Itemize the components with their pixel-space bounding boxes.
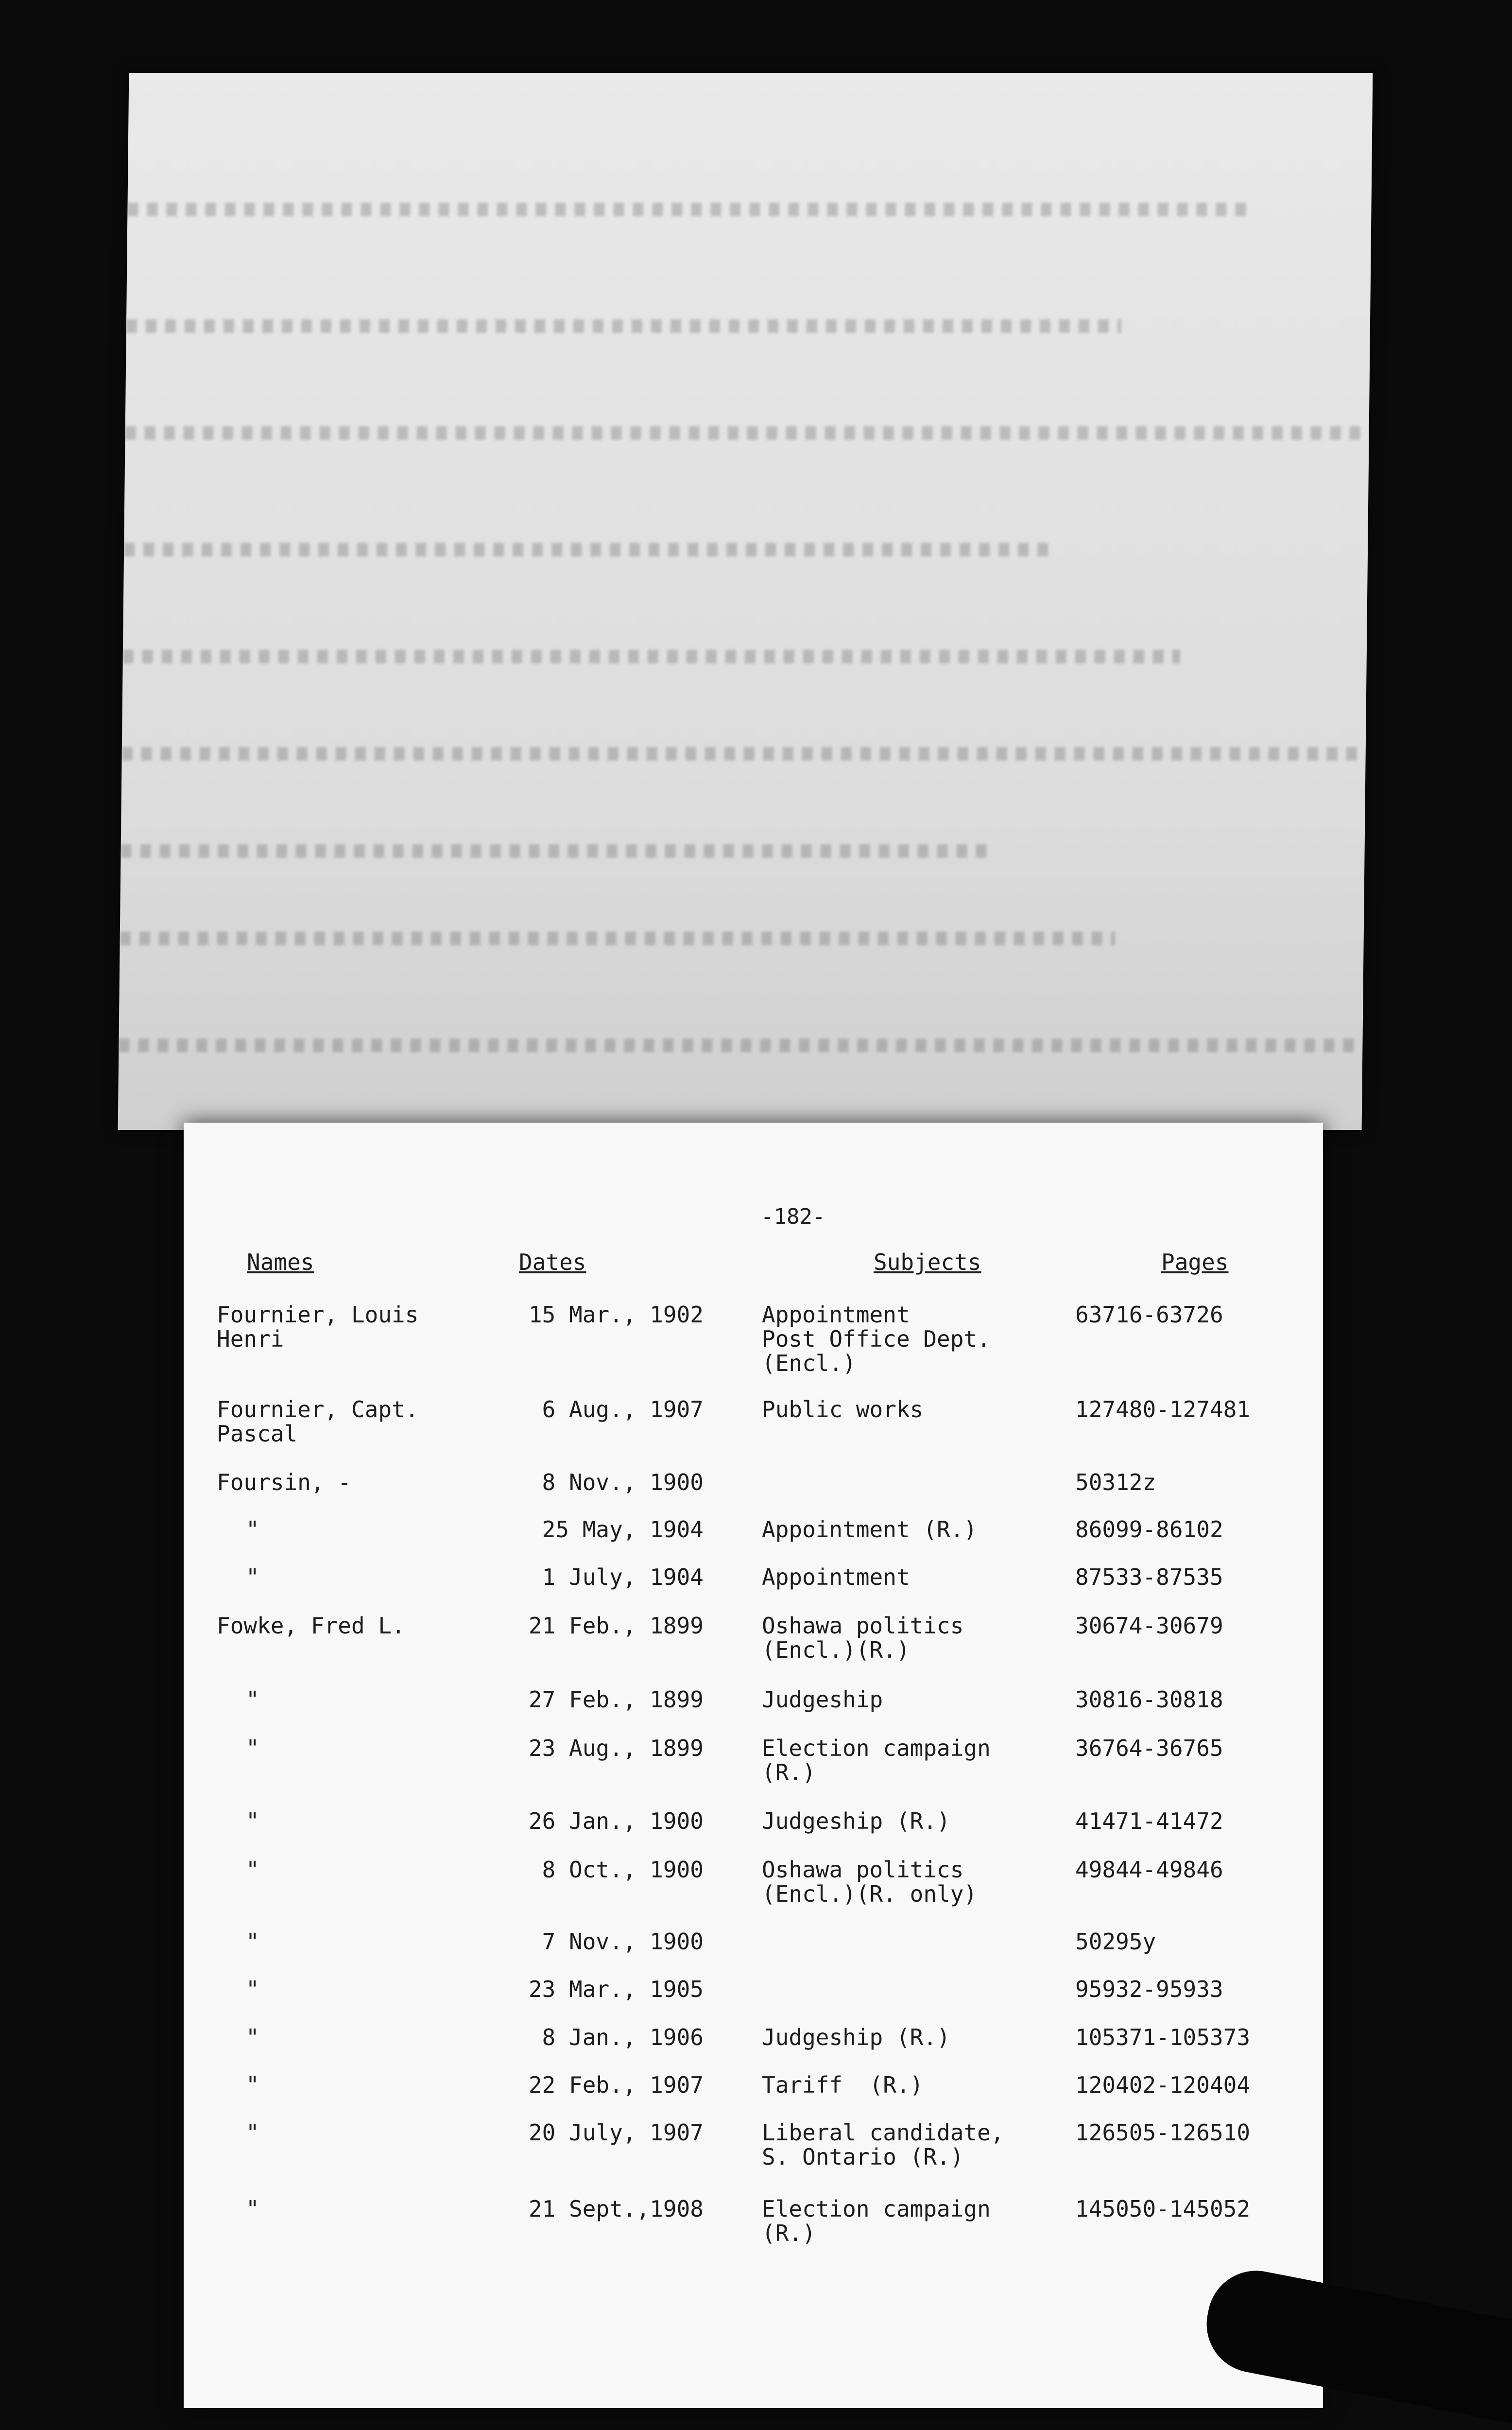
page-number: -182- (761, 1204, 825, 1229)
cell-subject: Appointment (R.) (762, 1516, 978, 1543)
cell-date: 22 Feb., 1907 (528, 2072, 704, 2098)
index-page (184, 1123, 1323, 2408)
cell-subject: Election campaign (R.) (762, 2196, 991, 2246)
table-row (184, 1929, 1323, 1978)
cell-name: " (246, 2072, 259, 2098)
column-header-names: Names (247, 1249, 314, 1275)
cell-pages: 127480-127481 (1075, 1396, 1251, 1423)
cell-subject: Judgeship (R.) (762, 1808, 950, 1834)
cell-name: " (246, 2196, 259, 2222)
table-row (184, 1470, 1323, 1519)
cell-pages: 30816-30818 (1075, 1686, 1223, 1713)
column-header-subjects: Subjects (874, 1249, 981, 1275)
cell-date: 23 Mar., 1905 (528, 1976, 704, 2002)
cell-name: " (246, 1516, 259, 1543)
cell-pages: 49844-49846 (1075, 1857, 1223, 1883)
cell-name: " (246, 1735, 259, 1761)
cell-pages: 86099-86102 (1075, 1516, 1223, 1543)
cell-name: " (246, 1564, 259, 1590)
cell-name: " (246, 1928, 259, 1955)
table-row (184, 1857, 1323, 1906)
cell-name: Fowke, Fred L. (217, 1613, 405, 1639)
table-row (184, 1687, 1323, 1736)
table-row (184, 1302, 1323, 1376)
cell-date: 21 Feb., 1899 (528, 1613, 704, 1639)
table-row (184, 2025, 1323, 2074)
cell-pages: 63716-63726 (1075, 1302, 1223, 1328)
cell-date: 25 May, 1904 (542, 1516, 704, 1543)
cell-date: 7 Nov., 1900 (542, 1928, 704, 1955)
table-row (184, 2073, 1323, 2121)
cell-subject: Appointment Post Office Dept. (Encl.) (762, 1302, 991, 1376)
facing-page-bleedthrough (118, 73, 1373, 1130)
cell-subject: Election campaign (R.) (762, 1735, 991, 1786)
cell-pages: 105371-105373 (1075, 2024, 1251, 2050)
cell-name: " (246, 2119, 259, 2146)
cell-subject: Oshawa politics (Encl.)(R. only) (762, 1857, 978, 1907)
cell-pages: 50312z (1075, 1469, 1156, 1495)
cell-pages: 30674-30679 (1075, 1613, 1223, 1639)
reversed-text-ghost (118, 73, 1373, 1130)
column-header-dates: Dates (519, 1249, 586, 1275)
cell-name: " (246, 1857, 259, 1883)
cell-pages: 87533-87535 (1075, 1564, 1223, 1590)
cell-date: 8 Oct., 1900 (542, 1857, 704, 1883)
cell-name: " (246, 1976, 259, 2002)
table-row (184, 1517, 1323, 1566)
table-row (184, 2197, 1323, 2245)
cell-name: Foursin, - (217, 1469, 351, 1495)
cell-date: 8 Jan., 1906 (542, 2024, 704, 2050)
column-header-pages: Pages (1161, 1249, 1229, 1275)
cell-pages: 145050-145052 (1075, 2196, 1251, 2222)
cell-pages: 36764-36765 (1075, 1735, 1223, 1761)
cell-pages: 41471-41472 (1075, 1808, 1223, 1834)
cell-date: 6 Aug., 1907 (542, 1396, 704, 1423)
cell-subject: Liberal candidate, S. Ontario (R.) (762, 2119, 1004, 2170)
cell-pages: 95932-95933 (1075, 1976, 1223, 2002)
table-row (184, 1565, 1323, 1614)
cell-date: 1 July, 1904 (542, 1564, 704, 1590)
table-row (184, 1977, 1323, 2026)
cell-name: " (246, 1686, 259, 1713)
cell-date: 27 Feb., 1899 (528, 1686, 704, 1713)
cell-date: 26 Jan., 1900 (528, 1808, 704, 1834)
cell-name: " (246, 1808, 259, 1834)
cell-date: 23 Aug., 1899 (528, 1735, 704, 1761)
table-row (184, 1397, 1323, 1446)
cell-date: 21 Sept.,1908 (528, 2196, 704, 2222)
cell-pages: 50295y (1075, 1928, 1156, 1955)
table-row (184, 1809, 1323, 1857)
cell-subject: Judgeship (R.) (762, 2024, 950, 2050)
cell-date: 20 July, 1907 (528, 2119, 704, 2146)
cell-subject: Tariff (R.) (762, 2072, 924, 2098)
cell-date: 8 Nov., 1900 (542, 1469, 704, 1495)
cell-subject: Appointment (762, 1564, 910, 1590)
cell-date: 15 Mar., 1902 (528, 1302, 704, 1328)
table-row (184, 1614, 1323, 1662)
cell-pages: 120402-120404 (1075, 2072, 1251, 2098)
cell-pages: 126505-126510 (1075, 2119, 1251, 2146)
cell-subject: Judgeship (762, 1686, 883, 1713)
cell-subject: Public works (762, 1396, 924, 1423)
cell-name: " (246, 2024, 259, 2050)
cell-name: Fournier, Louis Henri (217, 1302, 419, 1352)
table-row (184, 1736, 1323, 1785)
table-row (184, 2120, 1323, 2169)
cell-name: Fournier, Capt. Pascal (217, 1396, 419, 1447)
cell-subject: Oshawa politics (Encl.)(R.) (762, 1613, 964, 1663)
